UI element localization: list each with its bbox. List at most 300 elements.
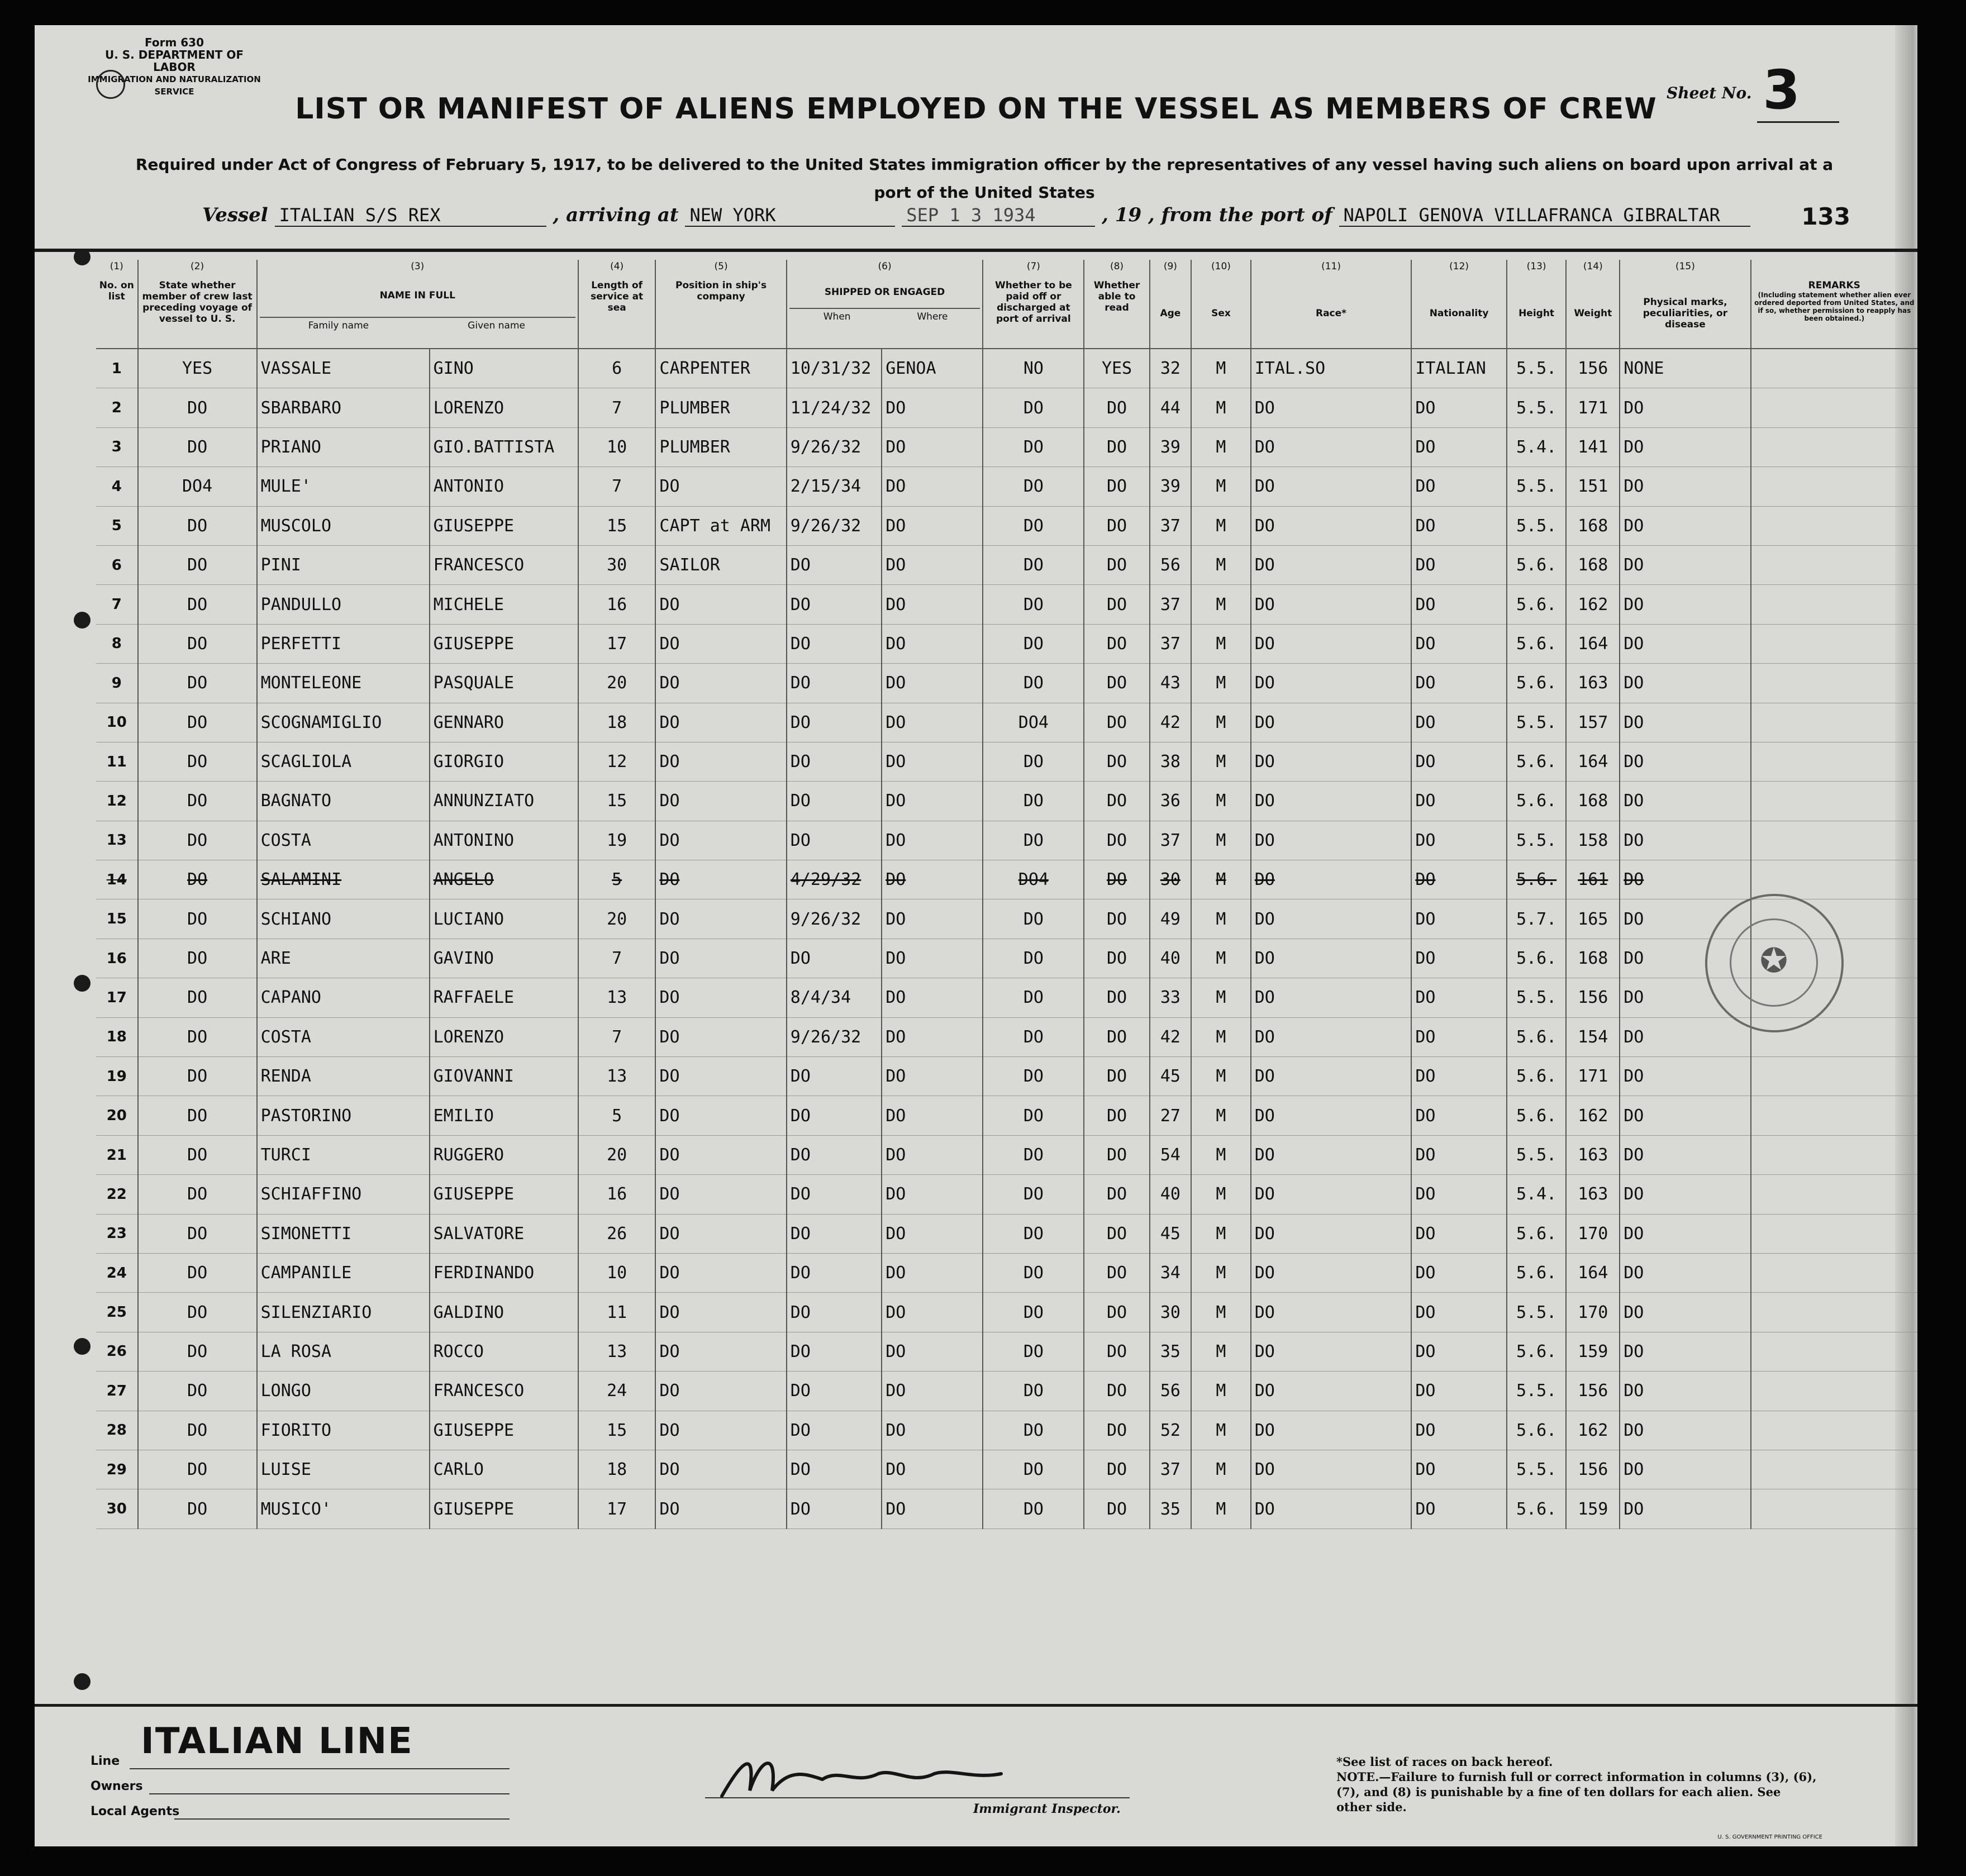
cell-when: 4/29/32 (787, 860, 882, 899)
cell-height: 5.5. (1507, 467, 1567, 506)
cell-given: LUCIANO (430, 899, 578, 939)
cell-age: 39 (1150, 467, 1192, 506)
cell-weight: 156 (1566, 978, 1620, 1017)
binder-hole (74, 1338, 91, 1355)
agents-underline (174, 1818, 510, 1820)
cell-height: 5.5. (1507, 703, 1567, 742)
cell-given: GIUSEPPE (430, 506, 578, 545)
cell-position: DO (655, 1332, 786, 1371)
header-age: Age (1150, 279, 1192, 349)
cell-age: 33 (1150, 978, 1192, 1017)
cell-height: 5.5. (1507, 1450, 1567, 1489)
cell-marks: DO (1620, 742, 1750, 781)
cell-sex: M (1191, 782, 1251, 821)
cell-age: 37 (1150, 821, 1192, 860)
cell-marks: DO (1620, 664, 1750, 703)
cell-prev: DO (138, 585, 257, 624)
cell-remarks (1751, 1411, 1917, 1450)
cell-position: DO (655, 939, 786, 978)
cell-family: MULE' (257, 467, 430, 506)
header-given-name: Given name (468, 320, 525, 331)
crew-table (96, 260, 1917, 1529)
cell-paid: DO (983, 506, 1084, 545)
cell-paid: DO (983, 1214, 1084, 1253)
cell-when: DO (787, 1096, 882, 1135)
cell-paid: DO (983, 1057, 1084, 1096)
table-row (96, 467, 1917, 506)
cell-service: 17 (578, 1489, 655, 1529)
cell-prev: DO (138, 1411, 257, 1450)
cell-prev: DO (138, 703, 257, 742)
cell-given: CARLO (430, 1450, 578, 1489)
cell-height: 5.6. (1507, 585, 1567, 624)
cell-when: 8/4/34 (787, 978, 882, 1017)
cell-when: 9/26/32 (787, 506, 882, 545)
cell-sex: M (1191, 1096, 1251, 1135)
cell-race: DO (1251, 1489, 1412, 1529)
cell-given: GIORGIO (430, 742, 578, 781)
cell-service: 12 (578, 742, 655, 781)
cell-height: 5.4. (1507, 1175, 1567, 1214)
cell-marks: DO (1620, 1017, 1750, 1056)
cell-weight: 154 (1566, 1017, 1620, 1056)
table-row (96, 703, 1917, 742)
cell-when: 11/24/32 (787, 388, 882, 427)
cell-weight: 164 (1566, 1253, 1620, 1292)
cell-given: GALDINO (430, 1293, 578, 1332)
cell-given: ANTONINO (430, 821, 578, 860)
cell-read: YES (1084, 349, 1149, 388)
vessel-info-line (202, 204, 1878, 227)
arrival-date-stamp: SEP 1 3 1934 (902, 204, 1095, 227)
races-note: *See list of races on back hereof. (1336, 1755, 1553, 1769)
cell-remarks (1751, 585, 1917, 624)
cell-marks: DO (1620, 978, 1750, 1017)
cell-age: 32 (1150, 349, 1192, 388)
cell-weight: 159 (1566, 1332, 1620, 1371)
cell-paid: DO (983, 1332, 1084, 1371)
cell-where: DO (882, 545, 983, 584)
cell-sex: M (1191, 664, 1251, 703)
cell-service: 26 (578, 1214, 655, 1253)
cell-paid: DO4 (983, 703, 1084, 742)
cell-race: DO (1251, 1411, 1412, 1450)
manifest-sheet (35, 25, 1917, 1846)
cell-given: SALVATORE (430, 1214, 578, 1253)
cell-sex: M (1191, 585, 1251, 624)
cell-height: 5.5. (1507, 506, 1567, 545)
cell-position: DO (655, 1411, 786, 1450)
cell-when: DO (787, 742, 882, 781)
cell-no: 16 (96, 939, 138, 978)
cell-given: GINO (430, 349, 578, 388)
cell-paid: NO (983, 349, 1084, 388)
cell-weight: 158 (1566, 821, 1620, 860)
cell-age: 30 (1150, 860, 1192, 899)
cell-paid: DO (983, 664, 1084, 703)
cell-read: DO (1084, 1175, 1149, 1214)
table-row (96, 1253, 1917, 1292)
cell-prev: DO (138, 978, 257, 1017)
cell-race: DO (1251, 467, 1412, 506)
cell-remarks (1751, 1450, 1917, 1489)
cell-weight: 163 (1566, 1135, 1620, 1174)
cell-age: 37 (1150, 1450, 1192, 1489)
cell-position: DO (655, 1372, 786, 1411)
cell-no: 27 (96, 1372, 138, 1411)
cell-read: DO (1084, 1214, 1149, 1253)
cell-marks: NONE (1620, 349, 1750, 388)
cell-read: DO (1084, 742, 1149, 781)
cell-no: 1 (96, 349, 138, 388)
cell-no: 8 (96, 624, 138, 663)
cell-position: DO (655, 860, 786, 899)
cell-race: DO (1251, 1332, 1412, 1371)
cell-when: DO (787, 1293, 882, 1332)
cell-nationality: DO (1411, 1135, 1506, 1174)
cell-no: 28 (96, 1411, 138, 1450)
inspector-signature (711, 1735, 1024, 1813)
cell-given: ROCCO (430, 1332, 578, 1371)
cell-paid: DO (983, 1293, 1084, 1332)
cell-race: DO (1251, 821, 1412, 860)
crew-table-body (96, 349, 1917, 1529)
cell-prev: DO (138, 899, 257, 939)
cell-when: DO (787, 1214, 882, 1253)
cell-prev: DO (138, 1450, 257, 1489)
cell-marks: DO (1620, 585, 1750, 624)
cell-family: RENDA (257, 1057, 430, 1096)
cell-race: DO (1251, 1293, 1412, 1332)
cell-nationality: DO (1411, 1411, 1506, 1450)
cell-sex: M (1191, 1411, 1251, 1450)
cell-where: DO (882, 427, 983, 466)
cell-sex: M (1191, 1332, 1251, 1371)
header-sex: Sex (1191, 279, 1251, 349)
cell-read: DO (1084, 1489, 1149, 1529)
table-row (96, 782, 1917, 821)
cell-where: DO (882, 1017, 983, 1056)
cell-where: DO (882, 1372, 983, 1411)
cell-when: DO (787, 1253, 882, 1292)
cell-where: GENOA (882, 349, 983, 388)
cell-where: DO (882, 1411, 983, 1450)
cell-nationality: DO (1411, 1253, 1506, 1292)
table-row (96, 1214, 1917, 1253)
header-divider (35, 249, 1917, 252)
cell-where: DO (882, 1057, 983, 1096)
table-row (96, 1135, 1917, 1174)
table-row (96, 1293, 1917, 1332)
cell-remarks (1751, 821, 1917, 860)
cell-read: DO (1084, 585, 1149, 624)
table-row (96, 664, 1917, 703)
cell-position: DO (655, 703, 786, 742)
inspector-label: Immigrant Inspector. (973, 1802, 1121, 1816)
cell-age: 27 (1150, 1096, 1192, 1135)
cell-height: 5.6. (1507, 1332, 1567, 1371)
cell-race: DO (1251, 1135, 1412, 1174)
cell-given: FERDINANDO (430, 1253, 578, 1292)
cell-no: 3 (96, 427, 138, 466)
cell-family: MUSICO' (257, 1489, 430, 1529)
sheet-number-value: 3 (1757, 59, 1839, 123)
form-number: Form 630 (144, 36, 204, 49)
cell-when: 9/26/32 (787, 899, 882, 939)
cell-read: DO (1084, 1332, 1149, 1371)
owners-label: Owners (91, 1779, 143, 1793)
cell-where: DO (882, 703, 983, 742)
cell-when: DO (787, 1489, 882, 1529)
vessel-value: ITALIAN S/S REX (275, 204, 546, 227)
table-row (96, 545, 1917, 584)
cell-remarks (1751, 1096, 1917, 1135)
cell-height: 5.6. (1507, 1096, 1567, 1135)
table-row (96, 427, 1917, 466)
cell-prev: DO (138, 1096, 257, 1135)
cell-race: DO (1251, 742, 1412, 781)
cell-no: 22 (96, 1175, 138, 1214)
cell-service: 5 (578, 860, 655, 899)
cell-service: 11 (578, 1293, 655, 1332)
cell-remarks (1751, 388, 1917, 427)
cell-where: DO (882, 1450, 983, 1489)
column-header-row (96, 279, 1917, 349)
cell-weight: 164 (1566, 742, 1620, 781)
cell-height: 5.6. (1507, 782, 1567, 821)
cell-service: 13 (578, 978, 655, 1017)
cell-where: DO (882, 782, 983, 821)
cell-remarks (1751, 1332, 1917, 1371)
cell-height: 5.6. (1507, 939, 1567, 978)
cell-height: 5.6. (1507, 1017, 1567, 1056)
cell-sex: M (1191, 1135, 1251, 1174)
cell-where: DO (882, 1293, 983, 1332)
cell-sex: M (1191, 1214, 1251, 1253)
cell-weight: 163 (1566, 664, 1620, 703)
cell-read: DO (1084, 624, 1149, 663)
cell-no: 24 (96, 1253, 138, 1292)
cell-marks: DO (1620, 1057, 1750, 1096)
cell-family: SCHIANO (257, 899, 430, 939)
cell-paid: DO (983, 1096, 1084, 1135)
cell-family: LONGO (257, 1372, 430, 1411)
cell-nationality: DO (1411, 1372, 1506, 1411)
cell-nationality: DO (1411, 388, 1506, 427)
cell-where: DO (882, 1253, 983, 1292)
cell-position: DO (655, 1096, 786, 1135)
cell-no: 18 (96, 1017, 138, 1056)
department-name: U. S. DEPARTMENT OF LABOR (104, 48, 244, 74)
cell-marks: DO (1620, 1175, 1750, 1214)
cell-age: 39 (1150, 427, 1192, 466)
cell-when: DO (787, 1372, 882, 1411)
cell-given: EMILIO (430, 1096, 578, 1135)
cell-race: DO (1251, 664, 1412, 703)
cell-nationality: DO (1411, 1332, 1506, 1371)
cell-where: DO (882, 388, 983, 427)
cell-nationality: DO (1411, 545, 1506, 584)
cell-race: DO (1251, 860, 1412, 899)
cell-race: DO (1251, 1017, 1412, 1056)
sheet-number-label: Sheet No. (1667, 84, 1752, 102)
cell-service: 10 (578, 427, 655, 466)
cell-given: PASQUALE (430, 664, 578, 703)
cell-paid: DO (983, 1135, 1084, 1174)
cell-paid: DO (983, 742, 1084, 781)
cell-weight: 170 (1566, 1293, 1620, 1332)
cell-service: 7 (578, 1017, 655, 1056)
cell-no: 14 (96, 860, 138, 899)
cell-given: LORENZO (430, 1017, 578, 1056)
cell-nationality: DO (1411, 821, 1506, 860)
cell-read: DO (1084, 545, 1149, 584)
cell-read: DO (1084, 664, 1149, 703)
cell-service: 30 (578, 545, 655, 584)
cell-paid: DO (983, 1017, 1084, 1056)
cell-family: SALAMINI (257, 860, 430, 899)
cell-age: 49 (1150, 899, 1192, 939)
cell-when: 9/26/32 (787, 1017, 882, 1056)
page-title: LIST OR MANIFEST OF ALIENS EMPLOYED ON THE VESSEL AS MEMBERS OF CREW (295, 92, 1657, 126)
cell-where: DO (882, 1096, 983, 1135)
cell-race: ITAL.SO (1251, 349, 1412, 388)
cell-family: SCOGNAMIGLIO (257, 703, 430, 742)
cell-weight: 159 (1566, 1489, 1620, 1529)
cell-prev: DO (138, 1135, 257, 1174)
cell-prev: DO4 (138, 467, 257, 506)
cell-nationality: DO (1411, 1293, 1506, 1332)
cell-given: MICHELE (430, 585, 578, 624)
header-height: Height (1507, 279, 1567, 349)
cell-position: DO (655, 742, 786, 781)
header-race: Race* (1251, 279, 1412, 349)
table-row (96, 1017, 1917, 1056)
cell-paid: DO (983, 624, 1084, 663)
cell-position: SAILOR (655, 545, 786, 584)
cell-sex: M (1191, 821, 1251, 860)
table-row (96, 899, 1917, 939)
cell-prev: DO (138, 1175, 257, 1214)
cell-height: 5.6. (1507, 1411, 1567, 1450)
header-paid-off: Whether to be paid off or discharged at port of arrival (983, 279, 1084, 349)
cell-prev: DO (138, 1214, 257, 1253)
cell-given: GAVINO (430, 939, 578, 978)
cell-paid: DO (983, 899, 1084, 939)
cell-sex: M (1191, 506, 1251, 545)
cell-family: PINI (257, 545, 430, 584)
cell-race: DO (1251, 939, 1412, 978)
cell-height: 5.5. (1507, 388, 1567, 427)
from-port-value: NAPOLI GENOVA VILLAFRANCA GIBRALTAR (1339, 204, 1750, 227)
cell-family: SILENZIARIO (257, 1293, 430, 1332)
cell-when: DO (787, 545, 882, 584)
cell-height: 5.6. (1507, 742, 1567, 781)
cell-nationality: DO (1411, 427, 1506, 466)
cell-weight: 171 (1566, 1057, 1620, 1096)
table-row (96, 624, 1917, 663)
vessel-label: Vessel (202, 204, 268, 226)
cell-sex: M (1191, 467, 1251, 506)
cell-marks: DO (1620, 624, 1750, 663)
cell-race: DO (1251, 624, 1412, 663)
cell-age: 34 (1150, 1253, 1192, 1292)
cell-read: DO (1084, 821, 1149, 860)
cell-when: 10/31/32 (787, 349, 882, 388)
table-row (96, 821, 1917, 860)
cell-paid: DO4 (983, 860, 1084, 899)
cell-race: DO (1251, 545, 1412, 584)
header-able-to-read: Whether able to read (1084, 279, 1149, 349)
cell-read: DO (1084, 1293, 1149, 1332)
page-subtitle: Required under Act of Congress of February 5, 1917, to be delivered to the United States immigration officer by the representatives of any vessel having such aliens on board upon arrival at a port of the United States (135, 155, 1834, 202)
cell-paid: DO (983, 585, 1084, 624)
cell-remarks (1751, 624, 1917, 663)
cell-service: 7 (578, 388, 655, 427)
cell-age: 42 (1150, 703, 1192, 742)
cell-no: 6 (96, 545, 138, 584)
cell-no: 25 (96, 1293, 138, 1332)
cell-when: DO (787, 1332, 882, 1371)
cell-race: DO (1251, 782, 1412, 821)
cell-given: RUGGERO (430, 1135, 578, 1174)
header-when: When (823, 311, 851, 322)
cell-nationality: DO (1411, 467, 1506, 506)
cell-age: 36 (1150, 782, 1192, 821)
cell-service: 16 (578, 1175, 655, 1214)
year-label: , 19 (1102, 204, 1142, 226)
cell-weight: 168 (1566, 545, 1620, 584)
cell-where: DO (882, 978, 983, 1017)
cell-marks: DO (1620, 939, 1750, 978)
cell-marks: DO (1620, 427, 1750, 466)
line-stamp: ITALIAN LINE (141, 1721, 413, 1762)
cell-family: PANDULLO (257, 585, 430, 624)
footer-notes (1336, 1754, 1817, 1815)
header-where: Where (917, 311, 948, 322)
cell-given: ANNUNZIATO (430, 782, 578, 821)
cell-position: DO (655, 899, 786, 939)
cell-when: DO (787, 1057, 882, 1096)
footer-divider (35, 1704, 1917, 1707)
cell-service: 5 (578, 1096, 655, 1135)
cell-nationality: DO (1411, 899, 1506, 939)
cell-weight: 168 (1566, 506, 1620, 545)
cell-height: 5.5. (1507, 978, 1567, 1017)
cell-marks: DO (1620, 860, 1750, 899)
cell-age: 35 (1150, 1332, 1192, 1371)
cell-position: CAPT at ARM (655, 506, 786, 545)
cell-service: 20 (578, 899, 655, 939)
cell-family: COSTA (257, 821, 430, 860)
cell-position: DO (655, 1017, 786, 1056)
cell-sex: M (1191, 1253, 1251, 1292)
cell-no: 21 (96, 1135, 138, 1174)
cell-prev: DO (138, 545, 257, 584)
cell-remarks (1751, 1135, 1917, 1174)
consulate-seal-icon (1705, 894, 1844, 1032)
cell-family: SBARBARO (257, 388, 430, 427)
cell-where: DO (882, 821, 983, 860)
cell-nationality: DO (1411, 1214, 1506, 1253)
cell-family: SIMONETTI (257, 1214, 430, 1253)
table-row (96, 1489, 1917, 1529)
cell-no: 7 (96, 585, 138, 624)
cell-service: 7 (578, 939, 655, 978)
cell-remarks (1751, 349, 1917, 388)
cell-nationality: DO (1411, 978, 1506, 1017)
cell-height: 5.5. (1507, 349, 1567, 388)
